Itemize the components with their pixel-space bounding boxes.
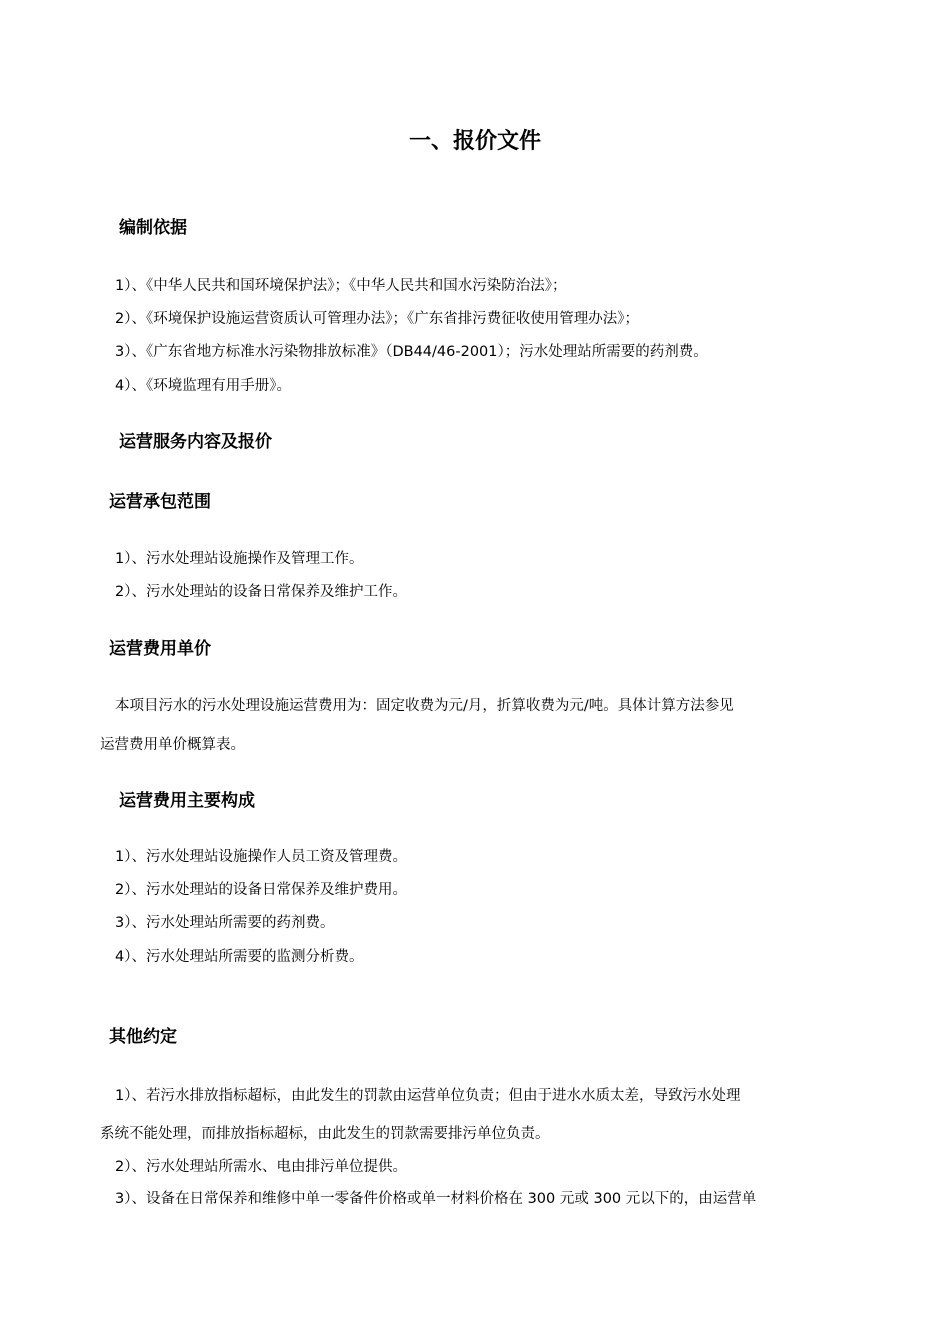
basis-item-2: 2）、《环境保护设施运营资质认可管理办法》；《广东省排污费征收使用管理办法》； [115, 311, 639, 327]
unit-price-line-2: 运营费用单价概算表。 [100, 737, 245, 753]
other-item-1-line-2: 系统不能处理，而排放指标超标，由此发生的罚款需要排污单位负责。 [100, 1126, 550, 1142]
scope-item-2: 2）、污水处理站的设备日常保养及维护工作。 [115, 584, 407, 600]
heading-composition: 运营费用主要构成 [119, 791, 255, 811]
heading-other: 其他约定 [109, 1027, 177, 1047]
basis-item-4: 4）、《环境监理有用手册》。 [115, 378, 291, 394]
composition-item-4: 4）、污水处理站所需要的监测分析费。 [115, 949, 364, 965]
basis-item-3: 3）、《广东省地方标准水污染物排放标准》（DB44/46-2001）；污水处理站所需要的药剂费。 [115, 344, 708, 360]
unit-price-line-1: 本项目污水的污水处理设施运营费用为：固定收费为元/月，折算收费为元/吨。具体计算方法参见 [115, 698, 734, 714]
other-item-2: 2）、污水处理站所需水、电由排污单位提供。 [115, 1159, 407, 1175]
other-item-3: 3）、设备在日常保养和维修中单一零备件价格或单一材料价格在 300 元或 300 元以下的，由运营单 [115, 1191, 757, 1207]
document-title: 一、报价文件 [408, 129, 541, 154]
composition-item-2: 2）、污水处理站的设备日常保养及维护费用。 [115, 882, 407, 898]
heading-scope: 运营承包范围 [109, 492, 211, 512]
other-item-1-line-1: 1）、若污水排放指标超标，由此发生的罚款由运营单位负责；但由于进水水质太差，导致污水处理 [115, 1088, 741, 1104]
composition-item-3: 3）、污水处理站所需要的药剂费。 [115, 915, 335, 931]
basis-item-1: 1）、《中华人民共和国环境保护法》；《中华人民共和国水污染防治法》； [115, 278, 567, 294]
heading-unit-price: 运营费用单价 [109, 639, 211, 659]
scope-item-1: 1）、污水处理站设施操作及管理工作。 [115, 551, 364, 567]
heading-services: 运营服务内容及报价 [119, 432, 272, 452]
heading-basis: 编制依据 [119, 218, 187, 238]
composition-item-1: 1）、污水处理站设施操作人员工资及管理费。 [115, 849, 407, 865]
